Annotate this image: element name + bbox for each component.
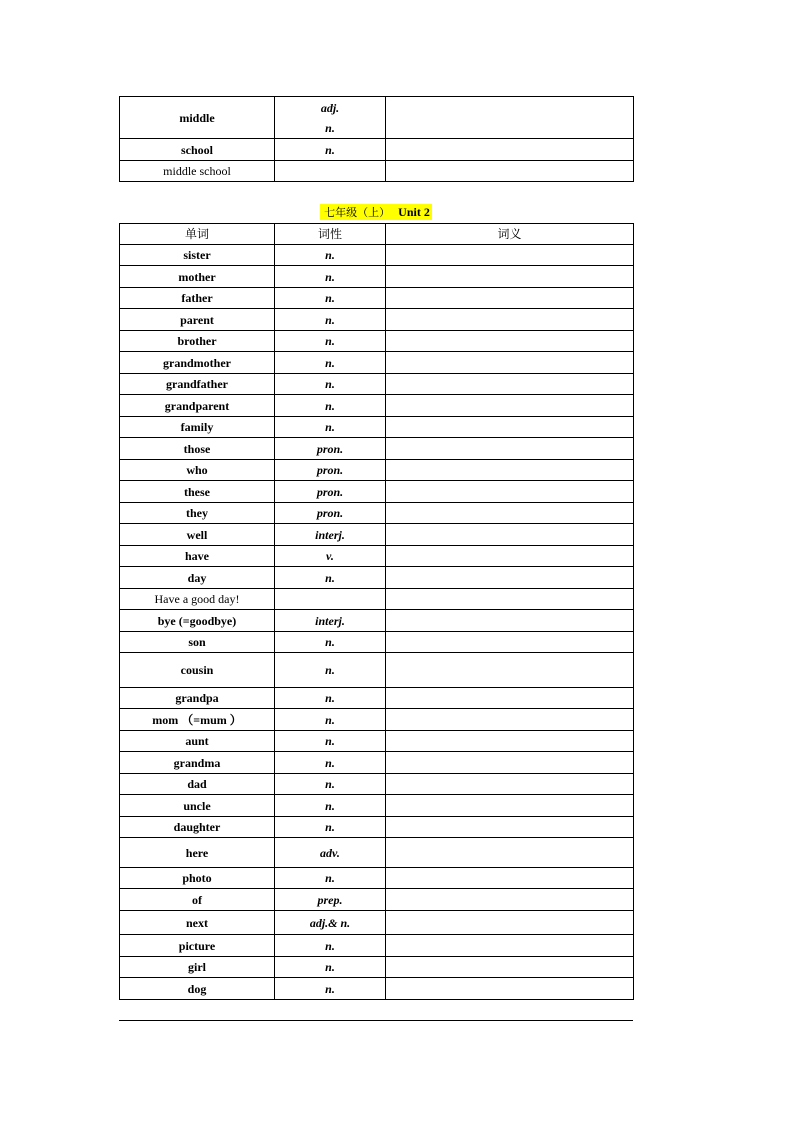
word-cell: have: [120, 546, 275, 567]
word-cell: aunt: [120, 731, 275, 752]
table-row: [120, 546, 634, 567]
pos-cell: n.: [275, 395, 386, 417]
word-cell: father: [120, 288, 275, 309]
table-row: [120, 503, 634, 524]
meaning-cell: [386, 589, 634, 610]
table-row: [120, 911, 634, 935]
header-meaning: 词义: [386, 224, 634, 245]
unit-grade-label: 七年级（上）: [324, 206, 391, 219]
pos-cell: n.: [275, 752, 386, 774]
meaning-cell: [386, 957, 634, 978]
table-row: [120, 266, 634, 288]
table-row: [120, 935, 634, 957]
meaning-cell: [386, 352, 634, 374]
word-cell: grandmother: [120, 352, 275, 374]
word-cell: they: [120, 503, 275, 524]
pos-cell: pron.: [275, 481, 386, 503]
pos-cell: interj.: [275, 524, 386, 546]
meaning-cell: [386, 374, 634, 395]
word-cell: uncle: [120, 795, 275, 817]
pos-cell: n.: [275, 817, 386, 838]
pos-cell: n.: [275, 288, 386, 309]
word-cell: grandparent: [120, 395, 275, 417]
meaning-cell: [386, 978, 634, 1000]
word-cell: grandfather: [120, 374, 275, 395]
pos-cell: n.: [275, 653, 386, 688]
table-row: [120, 245, 634, 266]
unit-title: [119, 204, 633, 221]
meaning-cell: [386, 567, 634, 589]
word-cell: sister: [120, 245, 275, 266]
pos-cell: pron.: [275, 438, 386, 460]
table-row: [120, 481, 634, 503]
word-cell: girl: [120, 957, 275, 978]
table-row: [120, 524, 634, 546]
table-row: [120, 709, 634, 731]
meaning-cell: [386, 610, 634, 632]
pos-cell: n.: [275, 309, 386, 331]
table-row: [120, 774, 634, 795]
pos-cell: n.: [275, 795, 386, 817]
word-cell: school: [120, 139, 275, 161]
table-row: [120, 589, 634, 610]
pos-cell: adj.& n.: [275, 911, 386, 935]
table-row: [120, 331, 634, 352]
word-cell: these: [120, 481, 275, 503]
table-row: [120, 731, 634, 752]
meaning-cell: [386, 838, 634, 868]
pos-cell: n.: [275, 374, 386, 395]
meaning-cell: [386, 288, 634, 309]
meaning-cell: [386, 911, 634, 935]
meaning-cell: [386, 266, 634, 288]
meaning-cell: [386, 795, 634, 817]
table-row: [120, 97, 634, 139]
word-cell: middle school: [120, 161, 275, 182]
table-row: [120, 374, 634, 395]
pos-cell: n.: [275, 957, 386, 978]
vocab-table-top: [119, 96, 634, 182]
pos-cell: n.: [275, 774, 386, 795]
meaning-cell: [386, 774, 634, 795]
table-row: [120, 795, 634, 817]
table-header-row: [120, 224, 634, 245]
table-row: [120, 817, 634, 838]
word-cell: bye (=goodbye): [120, 610, 275, 632]
word-cell: parent: [120, 309, 275, 331]
word-cell: well: [120, 524, 275, 546]
word-cell: picture: [120, 935, 275, 957]
word-cell: son: [120, 632, 275, 653]
unit-number-label: Unit 2: [398, 205, 430, 219]
meaning-cell: [386, 632, 634, 653]
meaning-cell: [386, 503, 634, 524]
meaning-cell: [386, 752, 634, 774]
pos-cell: pron.: [275, 503, 386, 524]
meaning-cell: [386, 395, 634, 417]
table-row: [120, 309, 634, 331]
pos-cell: n.: [275, 331, 386, 352]
word-cell: day: [120, 567, 275, 589]
word-cell: mom （=mum ）: [120, 709, 275, 731]
word-cell: here: [120, 838, 275, 868]
table-row: [120, 688, 634, 709]
pos-cell: n.: [275, 139, 386, 161]
pos-cell: n.: [275, 245, 386, 266]
meaning-cell: [386, 524, 634, 546]
meaning-cell: [386, 245, 634, 266]
header-word: 单词: [120, 224, 275, 245]
pos-cell: n.: [275, 709, 386, 731]
pos-cell: n.: [275, 731, 386, 752]
meaning-cell: [386, 481, 634, 503]
table-row: [120, 460, 634, 481]
unit-title-highlight: [320, 204, 432, 220]
pos-cell: interj.: [275, 610, 386, 632]
meaning-cell: [386, 868, 634, 889]
header-pos: 词性: [275, 224, 386, 245]
table-row: [120, 868, 634, 889]
table-row: [120, 567, 634, 589]
meaning-cell: [386, 438, 634, 460]
word-cell: middle: [120, 97, 275, 139]
word-cell: daughter: [120, 817, 275, 838]
meaning-cell: [386, 935, 634, 957]
table-row: [120, 288, 634, 309]
vocab-table-unit2: [119, 223, 634, 1000]
word-cell: who: [120, 460, 275, 481]
vocab-table-top-body: [120, 97, 634, 182]
meaning-cell: [386, 546, 634, 567]
table-row: [120, 978, 634, 1000]
pos-cell: adv.: [275, 838, 386, 868]
word-cell: dog: [120, 978, 275, 1000]
table-row: [120, 838, 634, 868]
meaning-cell: [386, 460, 634, 481]
meaning-cell: [386, 889, 634, 911]
pos-cell: n.: [275, 935, 386, 957]
meaning-cell: [386, 817, 634, 838]
meaning-cell: [386, 161, 634, 182]
word-cell: mother: [120, 266, 275, 288]
table-row: [120, 139, 634, 161]
table-row: [120, 889, 634, 911]
meaning-cell: [386, 688, 634, 709]
table-row: [120, 957, 634, 978]
pos-cell: prep.: [275, 889, 386, 911]
table-row: [120, 417, 634, 438]
table-row: [120, 161, 634, 182]
word-cell: grandma: [120, 752, 275, 774]
meaning-cell: [386, 709, 634, 731]
meaning-cell: [386, 731, 634, 752]
meaning-cell: [386, 309, 634, 331]
meaning-cell: [386, 417, 634, 438]
word-cell: family: [120, 417, 275, 438]
table-row: [120, 610, 634, 632]
word-cell: Have a good day!: [120, 589, 275, 610]
table-row: [120, 438, 634, 460]
pos-cell: n.: [275, 266, 386, 288]
meaning-cell: [386, 97, 634, 139]
word-cell: brother: [120, 331, 275, 352]
pos-cell: pron.: [275, 460, 386, 481]
table-row: [120, 395, 634, 417]
table-row: [120, 653, 634, 688]
word-cell: of: [120, 889, 275, 911]
pos-cell: n.: [275, 978, 386, 1000]
word-cell: grandpa: [120, 688, 275, 709]
pos-cell: n.: [275, 868, 386, 889]
pos-cell: v.: [275, 546, 386, 567]
pos-cell: n.: [275, 688, 386, 709]
word-cell: next: [120, 911, 275, 935]
meaning-cell: [386, 331, 634, 352]
table-row: [120, 632, 634, 653]
pos-cell: [275, 161, 386, 182]
table-row: [120, 352, 634, 374]
pos-cell: n.: [275, 632, 386, 653]
pos-cell: n.: [275, 567, 386, 589]
table-row: [120, 752, 634, 774]
footer-divider: [119, 1020, 633, 1021]
pos-cell: n.: [275, 417, 386, 438]
meaning-cell: [386, 139, 634, 161]
word-cell: those: [120, 438, 275, 460]
vocab-table-unit2-body: [120, 224, 634, 1000]
pos-cell: [275, 589, 386, 610]
meaning-cell: [386, 653, 634, 688]
word-cell: cousin: [120, 653, 275, 688]
pos-cell: n.: [275, 352, 386, 374]
pos-cell: adj. n.: [275, 97, 386, 139]
word-cell: photo: [120, 868, 275, 889]
word-cell: dad: [120, 774, 275, 795]
